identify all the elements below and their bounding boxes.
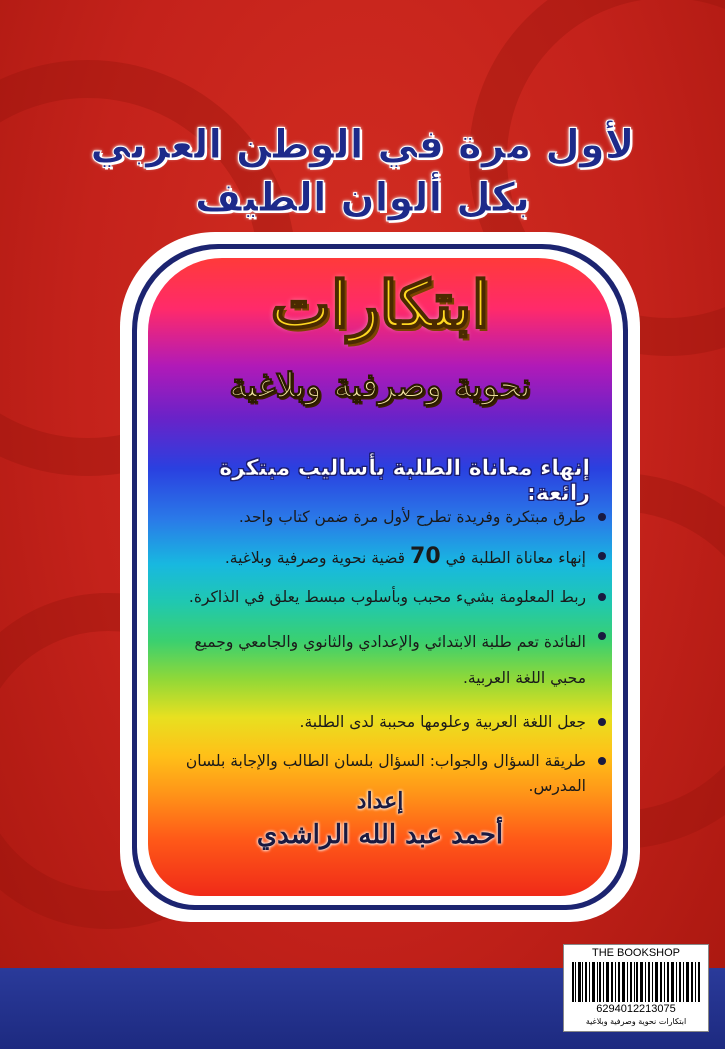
features-heading: إنهاء معاناة الطلبة بأساليب مبتكرة رائعة: [219, 456, 590, 506]
barcode-sticker [563, 944, 709, 1032]
tagline-line-1: لأول مرة في الوطن العربي [90, 122, 635, 168]
author-name: أحمد عبد الله الراشدي [256, 820, 504, 850]
list-item: طرق مبتكرة وفريدة تطرح لأول مرة ضمن كتاب واحد. [168, 505, 608, 530]
barcode-number: 6294012213075 [596, 1003, 676, 1015]
shop-name: THE BOOKSHOP [591, 947, 681, 959]
list-item: ربط المعلومة بشيء محبب وبأسلوب مبسط يعلق في الذاكرة. [168, 585, 608, 610]
book-subtitle: نحوية وصرفية وبلاغية [229, 366, 531, 406]
bullet-icon [598, 593, 606, 601]
bullet-icon [598, 513, 606, 521]
bullet-icon [598, 632, 606, 640]
barcode-book-title: ابتكارات نحوية وصرفية وبلاغية [585, 1017, 687, 1026]
bullet-icon [598, 552, 606, 560]
list-item: الفائدة تعم طلبة الابتدائي والإعدادي والثانوي والجامعي وجميع محبي اللغة العربية. [168, 624, 608, 696]
list-item: جعل اللغة العربية وعلومها محببة لدى الطلبة. [168, 710, 608, 735]
bullet-icon [598, 718, 606, 726]
author-label: إعداد [356, 788, 404, 814]
barcode-icon [572, 962, 700, 1002]
count-number: 70 [410, 544, 441, 569]
list-item: إنهاء معاناة الطلبة في 70 قضية نحوية وصرفية وبلاغية. [168, 544, 608, 571]
list-item: طريقة السؤال والجواب: السؤال بلسان الطالب والإجابة بلسان المدرس. [168, 749, 608, 799]
tagline-line-2: بكل ألوان الطيف [194, 175, 531, 221]
bullet-icon [598, 757, 606, 765]
book-title: ابتكارات [270, 268, 490, 343]
features-list [168, 505, 608, 813]
